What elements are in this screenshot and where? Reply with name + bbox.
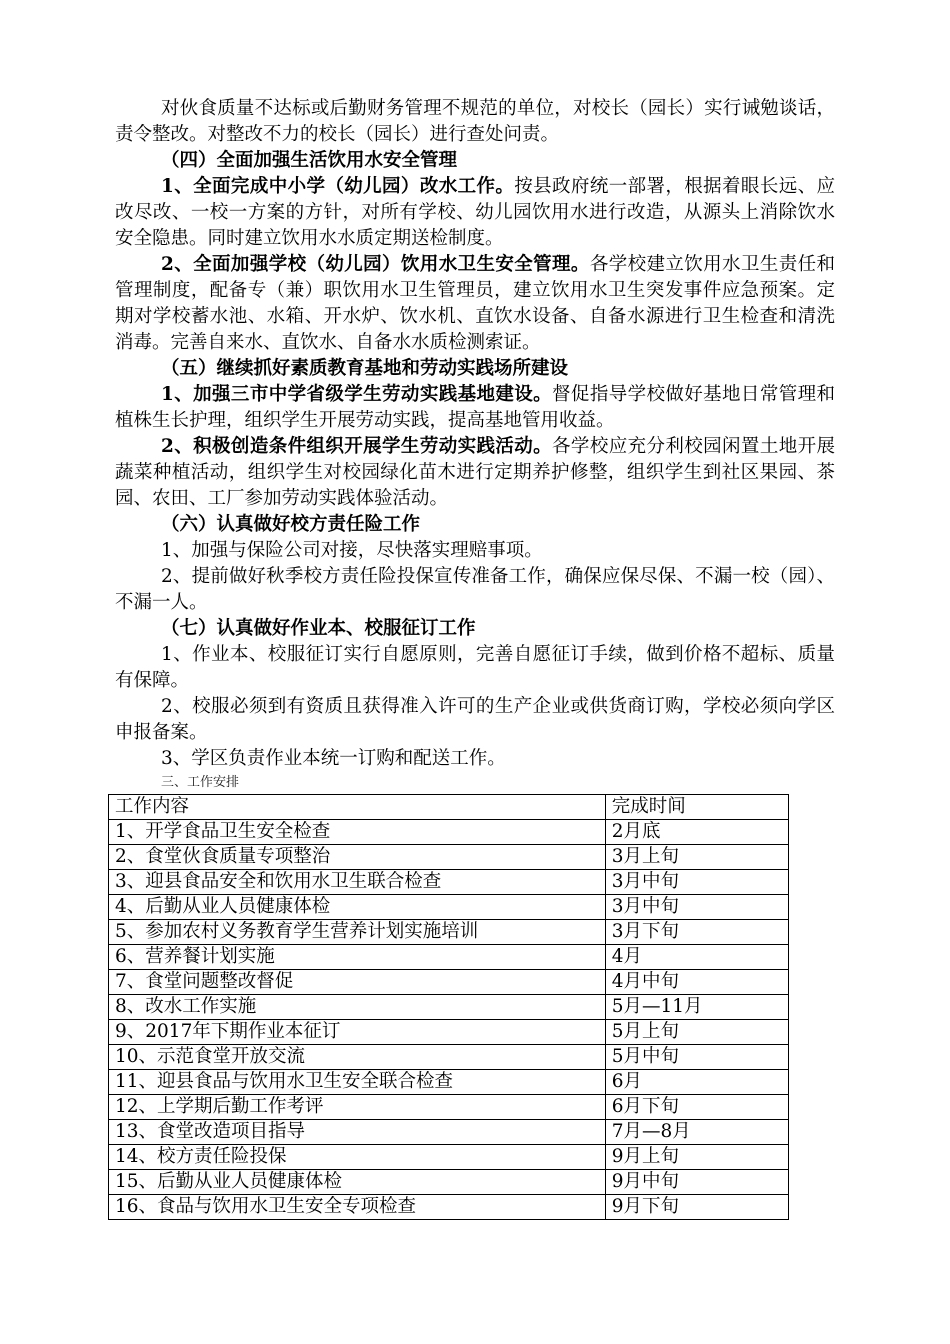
task-cell: 1、开学食品卫生安全检查 — [109, 820, 606, 845]
paragraph-text: 按县政府统一部署，根据着眼长远、应改尽改、一校一方案的方针，对所有学校、幼儿园饮用水进行改造，从源头上消除饮水安全隐患。同时建立饮用水水质定期送检制度。 — [115, 176, 835, 249]
table-row — [109, 970, 789, 995]
paragraph-text: 各学校建立饮用水卫生责任和管理制度，配备专（兼）职饮用水卫生管理员，建立饮用水卫生突发事件应急预案。定期对学校蓄水池、水箱、开水炉、饮水机、直饮水设备、自备水源进行卫生检查和清洗消毒。完善自来水、直饮水、自备水水质检测索证。 — [115, 254, 835, 353]
task-cell: 6、营养餐计划实施 — [109, 945, 606, 970]
paragraph-lead: 1、全面完成中小学（幼儿园）改水工作。 — [161, 176, 515, 197]
task-cell: 16、食品与饮用水卫生安全专项检查 — [109, 1195, 606, 1220]
task-cell: 8、改水工作实施 — [109, 995, 606, 1020]
table-row — [109, 1120, 789, 1145]
task-cell: 9、2017年下期作业本征订 — [109, 1020, 606, 1045]
task-cell: 15、后勤从业人员健康体检 — [109, 1170, 606, 1195]
time-cell: 9月中旬 — [605, 1170, 788, 1195]
table-row — [109, 1195, 789, 1220]
document-body — [115, 96, 835, 772]
paragraph — [115, 538, 835, 564]
time-cell: 2月底 — [605, 820, 788, 845]
table-row — [109, 845, 789, 870]
header-cell-content: 工作内容 — [109, 795, 606, 820]
time-cell: 9月下旬 — [605, 1195, 788, 1220]
table-row — [109, 1070, 789, 1095]
task-cell: 13、食堂改造项目指导 — [109, 1120, 606, 1145]
paragraph-lead: 2、积极创造条件组织开展学生劳动实践活动。 — [161, 436, 553, 457]
task-cell: 3、迎县食品安全和饮用水卫生联合检查 — [109, 870, 606, 895]
table-row — [109, 895, 789, 920]
paragraph-text: 对伙食质量不达标或后勤财务管理不规范的单位，对校长（园长）实行诫勉谈话，责令整改。对整改不力的校长（园长）进行查处问责。 — [115, 98, 835, 145]
paragraph — [115, 564, 835, 616]
paragraph — [115, 746, 835, 772]
time-cell: 5月中旬 — [605, 1045, 788, 1070]
time-cell: 3月中旬 — [605, 895, 788, 920]
time-cell: 4月 — [605, 945, 788, 970]
time-cell: 3月下旬 — [605, 920, 788, 945]
time-cell: 6月下旬 — [605, 1095, 788, 1120]
time-cell: 3月中旬 — [605, 870, 788, 895]
paragraph — [115, 434, 835, 512]
paragraph — [115, 694, 835, 746]
time-cell: 6月 — [605, 1070, 788, 1095]
header-cell-time: 完成时间 — [605, 795, 788, 820]
paragraph-lead: 2、全面加强学校（幼儿园）饮用水卫生安全管理。 — [161, 254, 590, 275]
section-heading: （七）认真做好作业本、校服征订工作 — [161, 618, 476, 639]
table-row — [109, 1020, 789, 1045]
time-cell: 5月上旬 — [605, 1020, 788, 1045]
paragraph-text: 督促指导学校做好基地日常管理和植株生长护理，组织学生开展劳动实践，提高基地管用收益。 — [115, 384, 835, 431]
paragraph — [115, 382, 835, 434]
paragraph — [115, 174, 835, 252]
table-row — [109, 1045, 789, 1070]
time-cell: 5月—11月 — [605, 995, 788, 1020]
paragraph-text: 2、提前做好秋季校方责任险投保宣传准备工作，确保应保尽保、不漏一校（园）、不漏一人。 — [115, 566, 835, 613]
paragraph — [115, 252, 835, 356]
task-cell: 2、食堂伙食质量专项整治 — [109, 845, 606, 870]
paragraph-text: 1、作业本、校服征订实行自愿原则，完善自愿征订手续，做到价格不超标、质量有保障。 — [115, 644, 835, 691]
task-cell: 4、后勤从业人员健康体检 — [109, 895, 606, 920]
paragraph-lead: 1、加强三市中学省级学生劳动实践基地建设。 — [161, 384, 553, 405]
paragraph-text: 1、加强与保险公司对接，尽快落实理赔事项。 — [161, 540, 543, 561]
section-heading: （四）全面加强生活饮用水安全管理 — [161, 150, 458, 171]
table-row — [109, 1170, 789, 1195]
task-cell: 12、上学期后勤工作考评 — [109, 1095, 606, 1120]
time-cell: 4月中旬 — [605, 970, 788, 995]
paragraph-text: 3、学区负责作业本统一订购和配送工作。 — [161, 748, 506, 769]
time-cell: 7月—8月 — [605, 1120, 788, 1145]
section-heading: （五）继续抓好素质教育基地和劳动实践场所建设 — [161, 358, 569, 379]
paragraph-text: 2、校服必须到有资质且获得准入许可的生产企业或供货商订购，学校必须向学区申报备案。 — [115, 696, 835, 743]
section-title: 三、工作安排 — [161, 775, 240, 790]
paragraph-text: 各学校应充分利校园闲置土地开展蔬菜种植活动，组织学生对校园绿化苗木进行定期养护修整，组织学生到社区果园、茶园、农田、工厂参加劳动实践体验活动。 — [115, 436, 835, 509]
table-row — [109, 1145, 789, 1170]
schedule-table — [108, 794, 789, 1220]
section-heading: （六）认真做好校方责任险工作 — [161, 514, 421, 535]
task-cell: 11、迎县食品与饮用水卫生安全联合检查 — [109, 1070, 606, 1095]
table-row — [109, 995, 789, 1020]
task-cell: 14、校方责任险投保 — [109, 1145, 606, 1170]
paragraph — [115, 96, 835, 148]
task-cell: 7、食堂问题整改督促 — [109, 970, 606, 995]
table-row — [109, 920, 789, 945]
time-cell: 9月上旬 — [605, 1145, 788, 1170]
paragraph — [115, 642, 835, 694]
task-cell: 10、示范食堂开放交流 — [109, 1045, 606, 1070]
table-row — [109, 945, 789, 970]
table-row — [109, 870, 789, 895]
time-cell: 3月上旬 — [605, 845, 788, 870]
table-row — [109, 820, 789, 845]
table-header-row — [109, 795, 789, 820]
table-row — [109, 1095, 789, 1120]
task-cell: 5、参加农村义务教育学生营养计划实施培训 — [109, 920, 606, 945]
document-page — [115, 96, 835, 1220]
